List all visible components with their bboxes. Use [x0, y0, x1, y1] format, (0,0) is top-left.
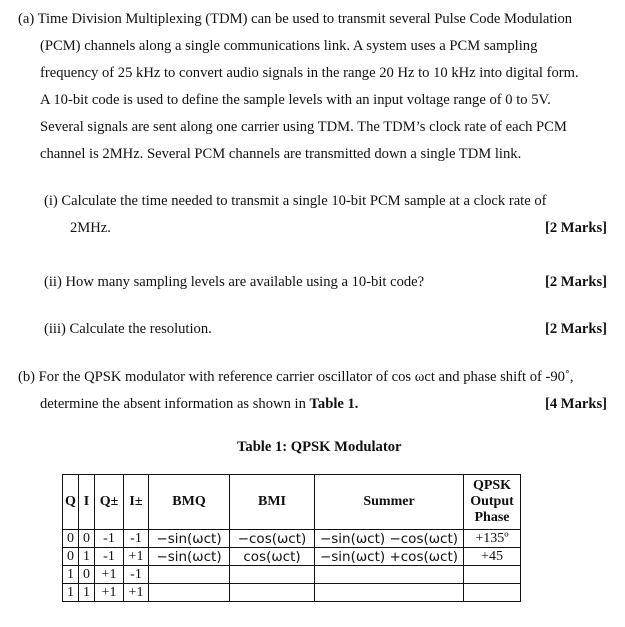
header-output-phase	[464, 475, 521, 530]
cell-summer: −sin(ωct) +cos(ωct)	[315, 548, 464, 566]
cell-i: 1	[79, 548, 95, 566]
cell-i-pm: -1	[124, 566, 149, 584]
question-i-line-1: (i) Calculate the time needed to transmit a single 10-bit PCM sample at a clock rate of	[44, 193, 547, 209]
cell-summer: −sin(ωct) −cos(ωct)	[315, 530, 464, 548]
cell-q: 0	[63, 530, 79, 548]
table-caption: Table 1: QPSK Modulator	[237, 439, 402, 455]
header-output-line-1: QPSK	[472, 478, 512, 493]
header-output-line-2: Output	[470, 494, 514, 509]
cell-bmq: −sin(ωct)	[149, 530, 230, 548]
part-b-table-ref: Table 1.	[309, 396, 359, 412]
header-summer: Summer	[315, 475, 464, 530]
cell-i-pm: -1	[124, 530, 149, 548]
cell-q: 0	[63, 548, 79, 566]
cell-bmi: −cos(ωct)	[230, 530, 315, 548]
cell-i-pm: +1	[124, 584, 149, 602]
header-i: I	[79, 475, 95, 530]
question-iii-marks: [2 Marks]	[544, 321, 607, 337]
cell-bmq	[149, 584, 230, 602]
header-bmq: BMQ	[149, 475, 230, 530]
cell-i-pm: +1	[124, 548, 149, 566]
part-b-marks: [4 Marks]	[544, 396, 607, 412]
part-b-line-2-text: determine the absent information as shown in	[40, 396, 310, 412]
question-i-line-2: 2MHz.	[70, 220, 111, 236]
header-output-line-3: Phase	[474, 510, 510, 525]
part-b-line-1: (b) For the QPSK modulator with reference carrier oscillator of cos ωct and phase shift of -90˚,	[18, 369, 574, 385]
part-a-line-1: (a) Time Division Multiplexing (TDM) can be used to transmit several Pulse Code Modulation	[18, 11, 573, 27]
cell-i: 0	[79, 566, 95, 584]
cell-bmi	[230, 584, 315, 602]
cell-q-pm: +1	[95, 584, 124, 602]
cell-output	[464, 584, 521, 602]
cell-output: +135º	[464, 530, 521, 548]
question-i-marks: [2 Marks]	[544, 220, 607, 236]
question-iii-text: (iii) Calculate the resolution.	[44, 321, 212, 337]
cell-output: +45	[464, 548, 521, 566]
part-a-line-2: (PCM) channels along a single communications link. A system uses a PCM sampling	[40, 38, 538, 54]
cell-bmi	[230, 566, 315, 584]
part-a-line-4: A 10-bit code is used to define the sample levels with an input voltage range of 0 to 5V.	[40, 92, 551, 108]
cell-i: 0	[79, 530, 95, 548]
part-b-line-2	[40, 396, 358, 413]
table-row	[63, 566, 521, 584]
qpsk-table	[62, 474, 521, 602]
part-a-line-5: Several signals are sent along one carrier using TDM. The TDM’s clock rate of each PCM	[40, 119, 567, 135]
header-q: Q	[63, 475, 79, 530]
header-bmi: BMI	[230, 475, 315, 530]
header-i-pm: I±	[124, 475, 149, 530]
question-ii-marks: [2 Marks]	[544, 274, 607, 290]
cell-i: 1	[79, 584, 95, 602]
table-header-row	[63, 475, 521, 530]
cell-bmi: cos(ωct)	[230, 548, 315, 566]
table-row	[63, 530, 521, 548]
table-row	[63, 548, 521, 566]
cell-bmq: −sin(ωct)	[149, 548, 230, 566]
cell-summer	[315, 566, 464, 584]
cell-summer	[315, 584, 464, 602]
table-row	[63, 584, 521, 602]
cell-q-pm: +1	[95, 566, 124, 584]
cell-q: 1	[63, 584, 79, 602]
cell-q-pm: -1	[95, 530, 124, 548]
cell-bmq	[149, 566, 230, 584]
cell-q-pm: -1	[95, 548, 124, 566]
part-a-line-6: channel is 2MHz. Several PCM channels are transmitted down a single TDM link.	[40, 146, 522, 162]
part-a-line-3: frequency of 25 kHz to convert audio signals in the range 20 Hz to 10 kHz into digital form.	[40, 65, 579, 81]
question-ii-text: (ii) How many sampling levels are available using a 10-bit code?	[44, 274, 425, 290]
header-q-pm: Q±	[95, 475, 124, 530]
cell-output	[464, 566, 521, 584]
cell-q: 1	[63, 566, 79, 584]
